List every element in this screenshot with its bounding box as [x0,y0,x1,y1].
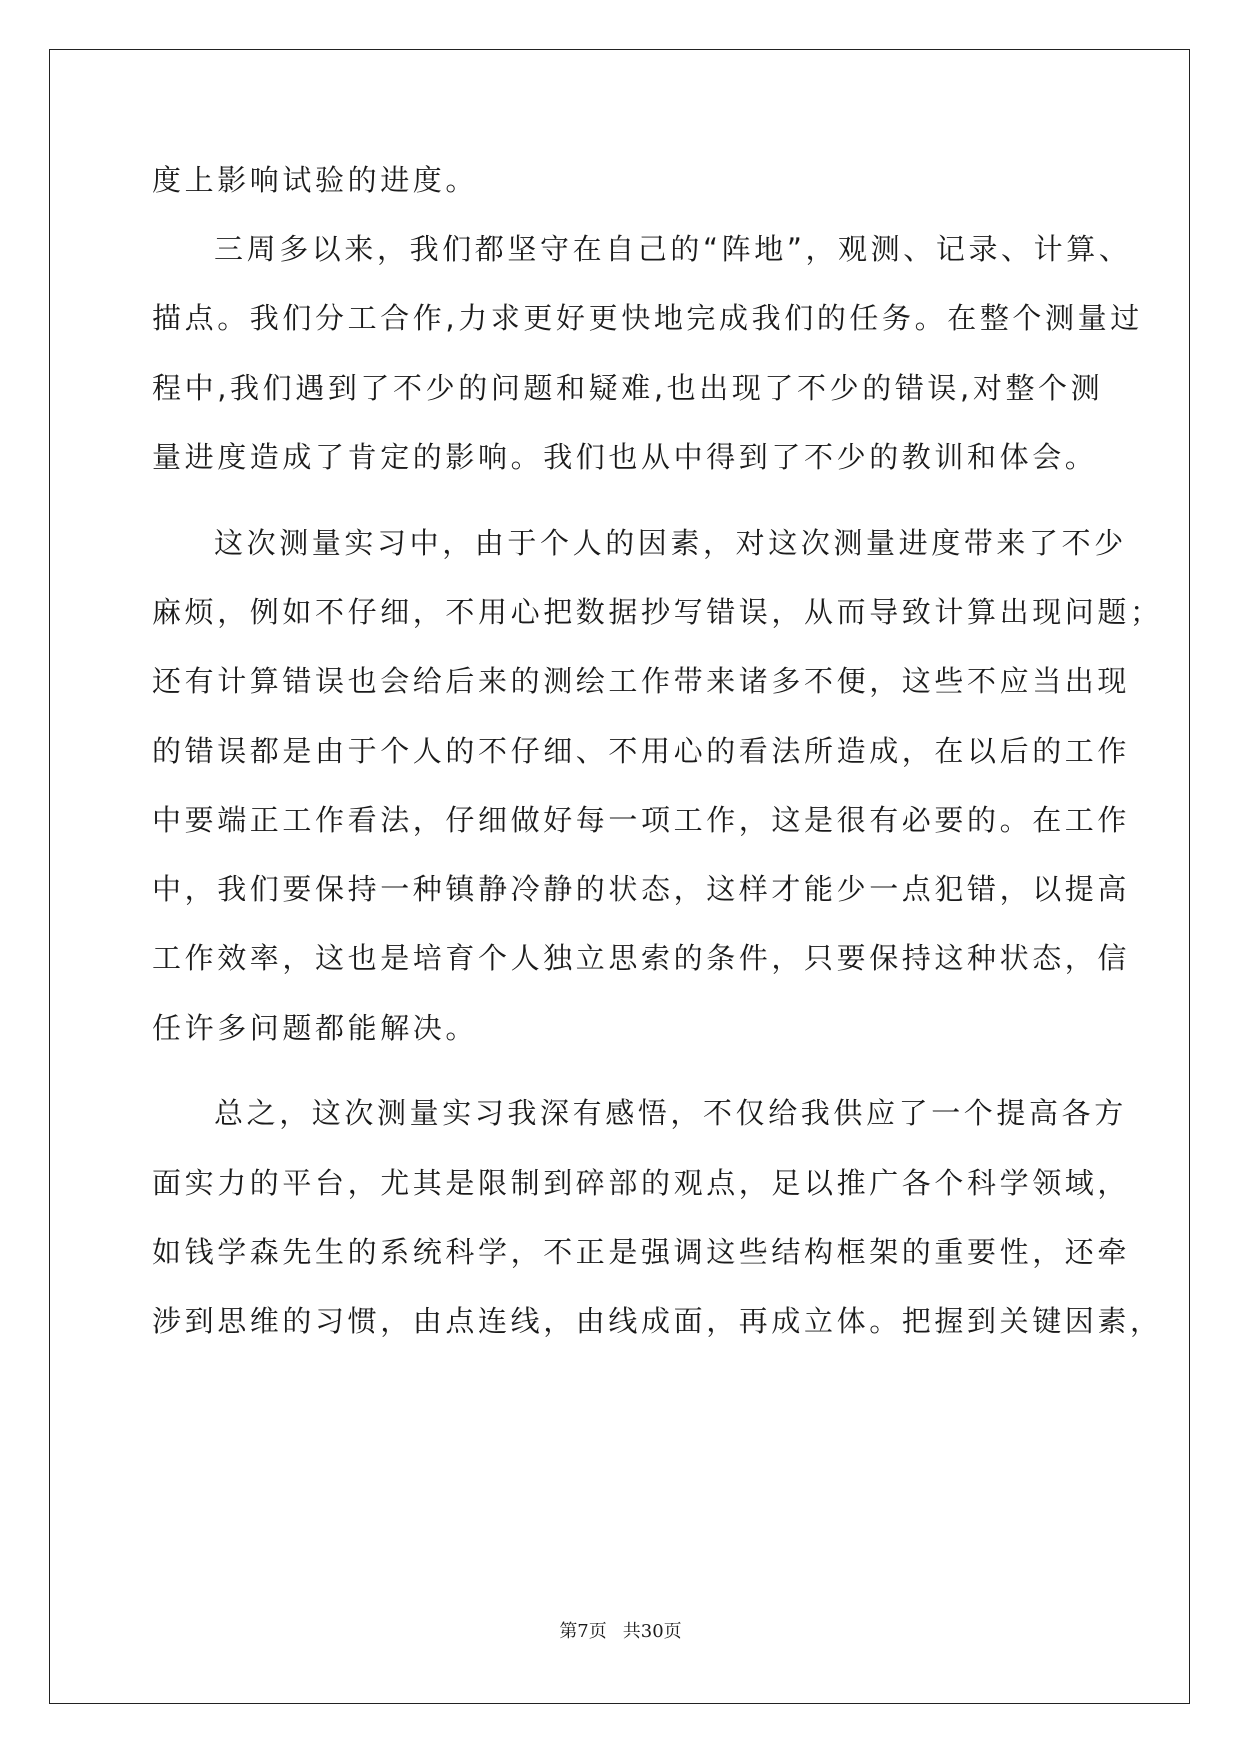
text-line: 涉到思维的习惯，由点连线，由线成面，再成立体。把握到关键因素， [152,1304,1163,1338]
text-line: 度上影响试验的进度。 [152,163,479,197]
text-line: 的错误都是由于个人的不仔细、不用心的看法所造成，在以后的工作 [152,734,1131,768]
text-line: 程中,我们遇到了不少的问题和疑难,也出现了不少的错误,对整个测 [152,371,1104,405]
text-line: 总之，这次测量实习我深有感悟，不仅给我供应了一个提高各方 [214,1096,1127,1130]
text-line: 任许多问题都能解决。 [152,1011,479,1045]
text-line: 这次测量实习中，由于个人的因素，对这次测量进度带来了不少 [214,526,1127,560]
page-total: 共30页 [622,1621,682,1642]
text-line: 量进度造成了肯定的影响。我们也从中得到了不少的教训和体会。 [152,440,1098,474]
text-line: 中，我们要保持一种镇静冷静的状态，这样才能少一点犯错，以提高 [152,872,1131,906]
page-number: 第7页 [559,1621,607,1642]
text-line: 工作效率，这也是培育个人独立思索的条件，只要保持这种状态，信 [152,941,1131,975]
text-line: 麻烦，例如不仔细，不用心把数据抄写错误，从而导致计算出现问题； [152,595,1163,629]
page-footer [0,1620,1241,1644]
text-line: 中要端正工作看法，仔细做好每一项工作，这是很有必要的。在工作 [152,803,1131,837]
text-line: 三周多以来，我们都坚守在自己的“阵地”，观测、记录、计算、 [214,232,1132,266]
text-line: 面实力的平台，尤其是限制到碎部的观点，足以推广各个科学领域， [152,1166,1131,1200]
text-line: 描点。我们分工合作,力求更好更快地完成我们的任务。在整个测量过 [152,301,1143,335]
text-line: 还有计算错误也会给后来的测绘工作带来诸多不便，这些不应当出现 [152,664,1131,698]
text-line: 如钱学森先生的系统科学，不正是强调这些结构框架的重要性，还牵 [152,1235,1131,1269]
